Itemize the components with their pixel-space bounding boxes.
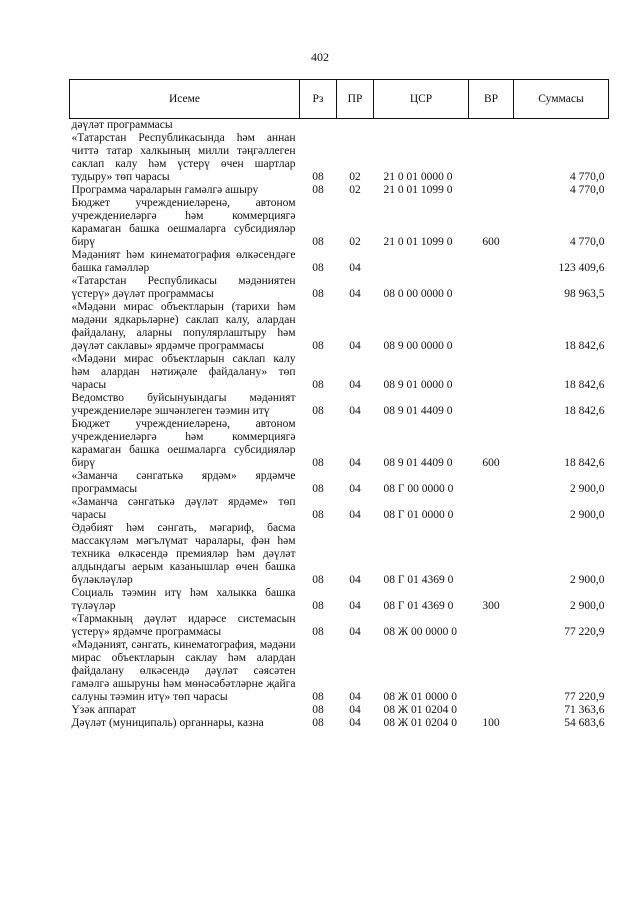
row-pr: 04 xyxy=(349,717,361,729)
row-vr xyxy=(469,392,514,418)
table-row xyxy=(70,717,609,730)
row-sum: 4 770,0 xyxy=(570,184,605,196)
row-vr: 100 xyxy=(482,717,500,729)
row-name: Бюджет учреждениеләренә, автоном учреждениеләргә һәм коммерциягә карамаган башка оешмаларга субсидияләр бирү xyxy=(71,418,296,469)
row-csr: 08 9 01 4409 0 xyxy=(383,405,453,417)
header-sum: Суммасы xyxy=(514,80,609,119)
row-name: Әдәбият һәм сәнгать, мәгариф, басма массакүләм мәгълүмат чаралары, фән һәм техника өлкәсендә премияләр һәм дәүләт алдындагы аерым казанышлар өчен башка бүләкләүләр xyxy=(71,522,296,586)
row-name: «Татарстан Республикасы мәдәниятен үстерү» дәүләт программасы xyxy=(71,275,296,300)
row-rz: 08 xyxy=(312,288,324,300)
row-csr: 08 Г 01 4369 0 xyxy=(383,600,454,612)
table-row xyxy=(70,639,609,704)
row-vr xyxy=(469,470,514,496)
table-row xyxy=(70,496,609,522)
row-csr: 08 9 00 0000 0 xyxy=(383,340,453,352)
row-pr: 04 xyxy=(349,600,361,612)
budget-table-container xyxy=(69,79,608,730)
row-sum: 2 900,0 xyxy=(570,600,605,612)
header-pr: ПР xyxy=(337,80,374,119)
row-name: дәүләт программасы xyxy=(71,119,173,131)
row-pr: 04 xyxy=(349,704,361,716)
row-csr: 21 0 01 1099 0 xyxy=(383,184,453,196)
row-pr: 04 xyxy=(349,626,361,638)
table-row xyxy=(70,522,609,587)
row-rz: 08 xyxy=(312,483,324,495)
row-pr: 02 xyxy=(349,184,361,196)
row-sum: 2 900,0 xyxy=(570,483,605,495)
row-sum: 98 963,5 xyxy=(564,288,605,300)
row-pr xyxy=(337,119,374,133)
row-name: Үзәк аппарат xyxy=(71,704,136,716)
row-csr: 08 Ж 01 0000 0 xyxy=(383,691,458,703)
row-pr: 04 xyxy=(349,509,361,521)
row-rz: 08 xyxy=(312,626,324,638)
row-pr: 04 xyxy=(349,262,361,274)
table-row xyxy=(70,613,609,639)
row-csr: 08 9 01 0000 0 xyxy=(383,379,453,391)
row-name: Ведомство буйсынуындагы мәдәният учреждениеләре эшчәнлеген тәэмин итү xyxy=(71,392,296,417)
row-sum: 2 900,0 xyxy=(570,574,605,586)
row-name: «Заманча сәнгатькә ярдәм» ярдәмче программасы xyxy=(71,470,296,495)
row-pr: 04 xyxy=(349,288,361,300)
row-rz: 08 xyxy=(312,704,324,716)
row-pr: 04 xyxy=(349,405,361,417)
row-rz: 08 xyxy=(312,262,324,274)
row-pr: 04 xyxy=(349,379,361,391)
header-name: Исеме xyxy=(70,80,300,119)
row-csr: 08 9 01 4409 0 xyxy=(383,457,453,469)
row-vr xyxy=(469,613,514,639)
row-csr: 08 Ж 00 0000 0 xyxy=(383,626,458,638)
row-csr: 08 Г 01 0000 0 xyxy=(383,509,454,521)
row-csr xyxy=(374,249,469,275)
row-pr: 04 xyxy=(349,340,361,352)
row-sum: 18 842,6 xyxy=(564,457,605,469)
row-sum: 18 842,6 xyxy=(564,379,605,391)
row-sum: 123 409,6 xyxy=(558,262,605,274)
table-row xyxy=(70,392,609,418)
row-vr xyxy=(469,522,514,587)
row-sum: 2 900,0 xyxy=(570,509,605,521)
row-name: Программа чараларын гамәлгә ашыру xyxy=(71,184,259,196)
row-vr xyxy=(469,301,514,353)
row-sum: 18 842,6 xyxy=(564,405,605,417)
row-name: «Мәдәният, сәнгать, кинематография, мәдәни мирас объектларын саклау һәм алардан файдалану өлкәсендә дәүләт сәясәтен гамәлгә ашыруны һәм мөнәсәбәтләрне җайга салуны тәэмин итү» төп чарасы xyxy=(71,639,296,703)
row-pr: 04 xyxy=(349,574,361,586)
table-row xyxy=(70,418,609,470)
table-row xyxy=(70,275,609,301)
row-rz: 08 xyxy=(312,236,324,248)
row-name: «Тармакның дәүләт идарәсе системасын үстерү» ярдәмче программасы xyxy=(71,613,296,638)
row-name: Социаль тәэмин итү һәм халыкка башка түләүләр xyxy=(71,587,296,612)
row-csr: 08 Ж 01 0204 0 xyxy=(383,704,458,716)
row-rz: 08 xyxy=(312,717,324,729)
row-sum: 54 683,6 xyxy=(564,717,605,729)
table-row xyxy=(70,470,609,496)
row-rz: 08 xyxy=(312,574,324,586)
row-rz: 08 xyxy=(312,340,324,352)
header-rz: Рз xyxy=(300,80,337,119)
row-name: «Мәдәни мирас объектларын саклап калу һәм алардан нәтиҗәле файдалану» төп чарасы xyxy=(71,353,296,391)
row-vr xyxy=(469,249,514,275)
page-number: 402 xyxy=(311,50,329,64)
row-name: «Татарстан Республикасында һәм аннан читтә татар халкының милли тәңгәллеген саклап калу һәм үстерү өчен шартлар тудыру» төп чарасы xyxy=(71,132,296,183)
table-row xyxy=(70,587,609,613)
row-sum: 4 770,0 xyxy=(570,236,605,248)
row-vr xyxy=(469,496,514,522)
row-vr xyxy=(469,704,514,717)
row-csr xyxy=(374,119,469,133)
row-sum: 77 220,9 xyxy=(564,691,605,703)
row-name: Дәүләт (муниципаль) органнары, казна xyxy=(71,717,264,729)
row-rz: 08 xyxy=(312,600,324,612)
row-vr xyxy=(469,353,514,392)
row-vr xyxy=(469,132,514,184)
row-rz: 08 xyxy=(312,171,324,183)
row-vr xyxy=(469,184,514,197)
table-row xyxy=(70,184,609,197)
row-rz: 08 xyxy=(312,457,324,469)
row-rz: 08 xyxy=(312,691,324,703)
table-row xyxy=(70,301,609,353)
row-rz: 08 xyxy=(312,405,324,417)
table-row xyxy=(70,132,609,184)
table-row xyxy=(70,704,609,717)
row-name: Бюджет учреждениеләренә, автоном учреждениеләргә һәм коммерциягә карамаган башка оешмаларга субсидияләр бирү xyxy=(71,197,296,248)
row-name: «Мәдәни мирас объектларын (тарихи һәм мәдәни ядкарьләрне) саклап калу, алардан файдалану, аларны популярлаштыру һәм дәүләт саклавы» ярдәмче программасы xyxy=(71,301,296,352)
row-vr: 300 xyxy=(482,600,500,612)
table-row xyxy=(70,119,609,133)
budget-table xyxy=(69,79,609,730)
header-csr: ЦСР xyxy=(374,80,469,119)
row-sum: 4 770,0 xyxy=(570,171,605,183)
row-csr: 08 Г 00 0000 0 xyxy=(383,483,454,495)
table-row xyxy=(70,249,609,275)
row-vr: 600 xyxy=(482,236,500,248)
row-sum xyxy=(514,119,609,133)
row-rz: 08 xyxy=(312,379,324,391)
row-vr xyxy=(469,639,514,704)
row-sum: 18 842,6 xyxy=(564,340,605,352)
row-pr: 04 xyxy=(349,483,361,495)
row-rz xyxy=(300,119,337,133)
row-name: «Заманча сәнгатькә дәүләт ярдәме» төп чарасы xyxy=(71,496,296,521)
row-csr: 08 0 00 0000 0 xyxy=(383,288,453,300)
row-pr: 02 xyxy=(349,236,361,248)
row-sum: 71 363,6 xyxy=(564,704,605,716)
header-vr: ВР xyxy=(469,80,514,119)
row-rz: 08 xyxy=(312,509,324,521)
row-rz: 08 xyxy=(312,184,324,196)
row-pr: 02 xyxy=(349,171,361,183)
table-row xyxy=(70,353,609,392)
row-vr xyxy=(469,119,514,133)
row-vr: 600 xyxy=(482,457,500,469)
table-header-row xyxy=(70,80,609,119)
table-row xyxy=(70,197,609,249)
row-csr: 08 Ж 01 0204 0 xyxy=(383,717,458,729)
row-pr: 04 xyxy=(349,691,361,703)
row-pr: 04 xyxy=(349,457,361,469)
row-sum: 77 220,9 xyxy=(564,626,605,638)
row-vr xyxy=(469,275,514,301)
row-csr: 21 0 01 0000 0 xyxy=(383,171,453,183)
row-csr: 08 Г 01 4369 0 xyxy=(383,574,454,586)
row-csr: 21 0 01 1099 0 xyxy=(383,236,453,248)
row-name: Мәдәният һәм кинематография өлкәсендәге башка гамәлләр xyxy=(71,249,296,274)
